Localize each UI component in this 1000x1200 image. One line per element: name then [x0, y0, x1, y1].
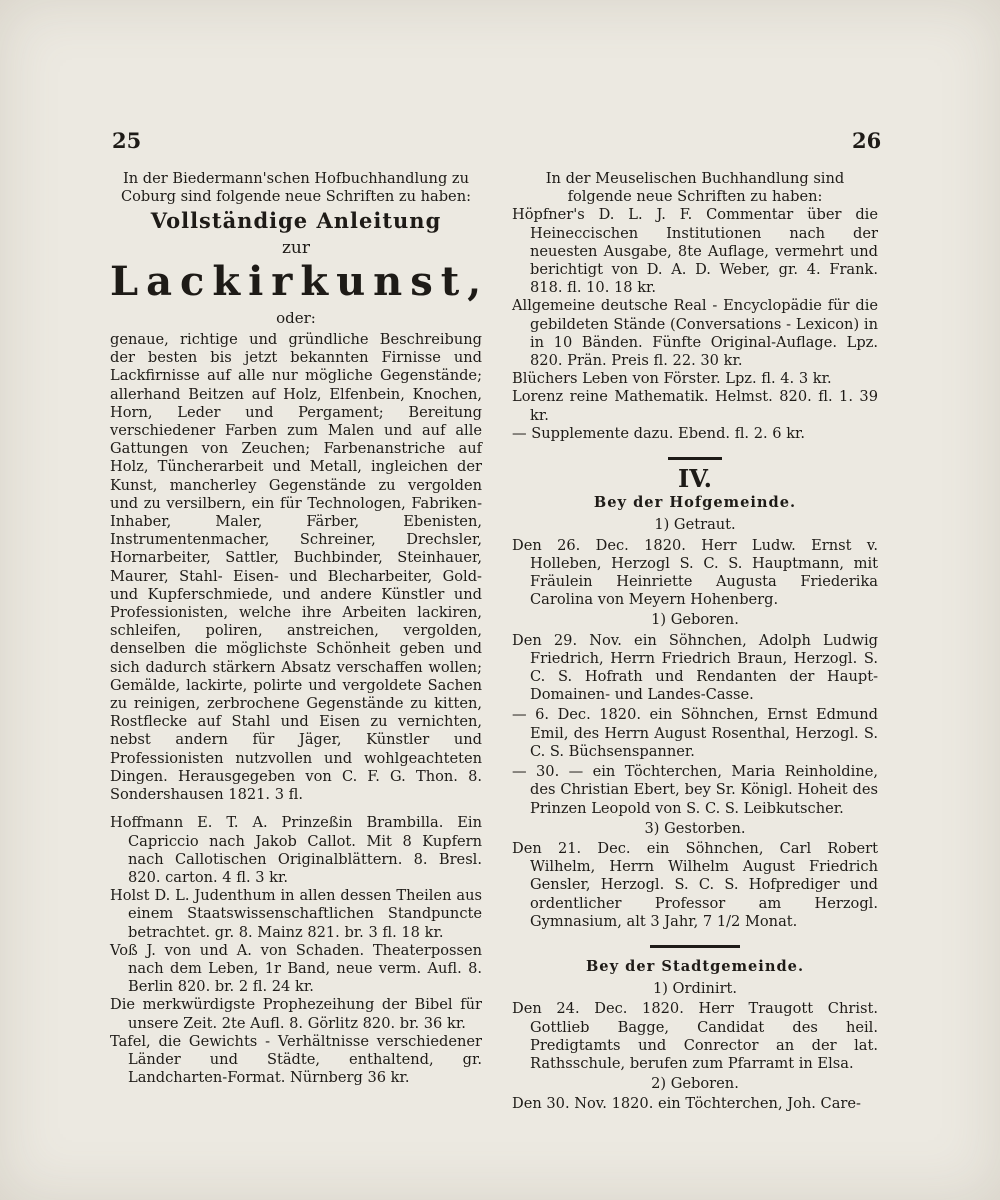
right-intro: In der Meuselischen Buchhandlung sind folgende neue Schriften zu haben:: [545, 170, 845, 206]
list-item: — 30. — ein Töchterchen, Maria Reinholdine, des Christian Ebert, bey Sr. Königl. Hoheit des Prinzen Leopold von S. C. S. Leibkutscher.: [512, 763, 878, 817]
subheading-ordinirt: 1) Ordinirt.: [652, 980, 738, 998]
list-item: Lorenz reine Mathematik. Helmst. 820. fl. 1. 39 kr.: [512, 388, 878, 424]
list-item: Den 30. Nov. 1820. ein Töchterchen, Joh. Care-: [512, 1095, 861, 1113]
list-item: Den 26. Dec. 1820. Herr Ludw. Ernst v. Holleben, Herzogl S. C. S. Hauptmann, mit Fräulein Heinriette Augusta Friederika Carolina von Meyern Hohenberg.: [512, 536, 878, 609]
page-number-right: 26: [852, 128, 882, 153]
book-title-zur: zur: [281, 237, 311, 258]
list-item: Den 24. Dec. 1820. Herr Traugott Christ. Gottlieb Bagge, Candidat des heil. Predigtamts und Conrector an der lat. Rathsschule, berufen zum Pfarramt in Elsa.: [512, 1000, 878, 1072]
page-number-left: 25: [112, 128, 142, 153]
list-item: Höpfner's D. L. J. F. Commentar über die Heineccischen Institutionen nach der neuesten Ausgabe, 8te Auflage, vermehrt und berichtigt von D. A. D. Weber, gr. 4. Frank. 818. fl. 10. 18 kr.: [512, 206, 878, 297]
section-heading-stadtgemeinde: Bey der Stadtgemeinde.: [585, 957, 805, 975]
list-item: Voß J. von und A. von Schaden. Theaterpossen nach dem Leben, 1r Band, neue verm. Aufl. 8. Berlin 820. br. 2 fl. 24 kr.: [110, 941, 482, 996]
section-heading-hofgemeinde: Bey der Hofgemeinde.: [593, 494, 797, 512]
list-item: Den 21. Dec. ein Söhnchen, Carl Robert Wilhelm, Herrn Wilhelm August Friedrich Gensler, Herzogl. S. C. S. Hofprediger und ordentlicher Professor am Herzogl. Gymnasium, alt 3 Jahr, 7 1/2 Monat.: [512, 839, 878, 930]
list-item: Blüchers Leben von Förster. Lpz. fl. 4. 3 kr.: [512, 370, 832, 388]
right-column: [512, 170, 878, 1116]
list-item: — 6. Dec. 1820. ein Söhnchen, Ernst Edmund Emil, des Herrn August Rosenthal, Herzogl. S. C. S. Büchsenspanner.: [512, 706, 878, 760]
left-column: [110, 170, 490, 1087]
section-divider: [668, 457, 722, 460]
list-item: Holst D. L. Judenthum in allen dessen Theilen aus einem Staatswissenschaftlichen Standpuncte betrachtet. gr. 8. Mainz 821. br. 3 fl. 18 kr.: [110, 887, 482, 941]
subheading-geboren: 1) Geboren.: [651, 611, 739, 629]
list-item: Hoffmann E. T. A. Prinzeßin Brambilla. Ein Capriccio nach Jakob Callot. Mit 8 Kupfern nach Callotischen Originalblättern. 8. Bresl. 820. carton. 4 fl. 3 kr.: [110, 814, 482, 886]
section-number: IV.: [677, 464, 712, 494]
left-intro: In der Biedermann'schen Hofbuchhandlung zu Coburg sind folgende neue Schriften zu haben:: [120, 170, 472, 206]
subheading-getraut: 1) Getraut.: [654, 516, 736, 534]
list-item: Den 29. Nov. ein Söhnchen, Adolph Ludwig Friedrich, Herrn Friedrich Braun, Herzogl. S. C. S. Hofrath und Rendanten der Haupt-Domainen- und Landes-Casse.: [512, 631, 878, 704]
section-divider: [650, 945, 740, 948]
book-description: genaue, richtige und gründliche Beschreibung der besten bis jetzt bekannten Firnisse und Lackfirnisse auf alle nur mögliche Gegenstände; allerhand Beitzen auf Holz, Elfenbein, Knochen, Horn, Leder und Pergament; Bereitung verschiedener Farben zum Malen und auf alle Gattungen von Zeuchen; Farbenanstriche auf Holz, Tüncherarbeit und Metall, ingleichen der Kunst, mancherley Gegenstände zu vergolden und zu versilbern, ein für Technologen, Fabriken-Inhaber, Maler, Färber, Ebenisten, Instrumentenmacher, Schreiner, Drechsler, Hornarbeiter, Sattler, Buchbinder, Steinhauer, Maurer, Stahl- Eisen- und Blecharbeiter, Gold- und Kupferschmiede, und andere Künstler und Professionisten, welche ihre Arbeiten lackiren, schleifen, poliren, anstreichen, vergolden, denselben die möglichste Schönheit geben und sich dadurch stärkern Absatz verschaffen wollen; Gemälde, lackirte, polirte und vergoldete Sachen zu reinigen, zerbrochene Gegenstände zu kitten, Rostflecke auf Stahl und Eisen zu vernichten, nebst andern für Jäger, Künstler und Professionisten nutzvollen und wohlgeachteten Dingen. Herausgegeben von C. F. G. Thon. 8. Sondershausen 1821. 3 fl.: [110, 331, 482, 804]
book-title-oder: oder:: [276, 308, 316, 327]
subheading-geboren-stadt: 2) Geboren.: [651, 1075, 739, 1093]
list-item: Die merkwürdigste Prophezeihung der Bibel für unsere Zeit. 2te Aufl. 8. Görlitz 820. br. 36 kr.: [110, 996, 482, 1032]
list-item: — Supplemente dazu. Ebend. fl. 2. 6 kr.: [512, 424, 806, 442]
book-title-large: Lackirkunst,: [110, 257, 490, 305]
book-title-main: Vollständige Anleitung: [150, 208, 442, 234]
subheading-gestorben: 3) Gestorben.: [644, 819, 746, 837]
list-item: Allgemeine deutsche Real - Encyclopädie für die gebildeten Stände (Conversations - Lexicon) in in 10 Bänden. Fünfte Original-Auflage. Lpz. 820. Prän. Preis fl. 22. 30 kr.: [512, 297, 878, 370]
list-item: Tafel, die Gewichts - Verhältnisse verschiedener Länder und Städte, enthaltend, gr. Landcharten-Format. Nürnberg 36 kr.: [110, 1032, 482, 1087]
